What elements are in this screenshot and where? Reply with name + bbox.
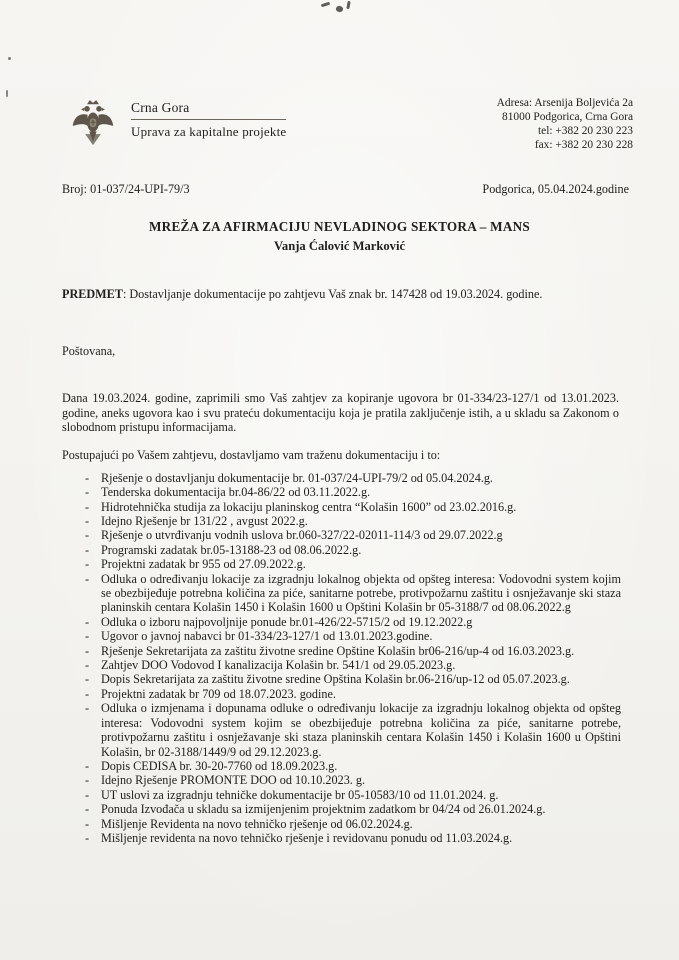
document-number: Broj: 01-037/24-UPI-79/3 xyxy=(62,182,190,196)
recipient-block xyxy=(0,219,679,254)
list-item xyxy=(85,543,621,557)
list-item-text: Idejno Rješenje PROMONTE DOO od 10.10.2023. g. xyxy=(101,773,366,788)
list-item-dash: - xyxy=(85,773,90,788)
recipient-organization: MREŽA ZA AFIRMACIJU NEVLADINOG SEKTORA – MANS xyxy=(148,219,531,234)
list-item xyxy=(85,572,621,615)
organization-block xyxy=(131,100,286,140)
list-item xyxy=(85,658,621,672)
scan-artifact xyxy=(321,2,330,8)
list-item-text: Idejno Rješenje br 131/22 , avgust 2022.g. xyxy=(101,514,308,528)
list-item-text: Zahtjev DOO Vodovod I kanalizacija Kolašin br. 541/1 od 29.05.2023.g. xyxy=(101,658,456,673)
list-item xyxy=(85,687,621,701)
list-item-dash: - xyxy=(85,514,90,528)
list-item-dash: - xyxy=(85,499,90,514)
place-and-date: Podgorica, 05.04.2024.godine xyxy=(482,182,629,196)
scan-artifact xyxy=(6,90,8,97)
list-item-dash: - xyxy=(85,802,90,817)
list-item xyxy=(85,672,621,686)
list-item-dash: - xyxy=(85,643,90,658)
list-item-text: Odluka o određivanju lokacije za izgradnju lokalnog objekta od opšteg interesa: Vodovodni system kojim se obezbijeđuje potrebna količina za piće, sanitarne potrebe, protivpožarnu zaštitu i osnježavanje ski staza planinskih centara Kolašin 1450 i Kolašin 1600 u Opštini Kolašin br 05-3188/7 od 08.06.2022.g xyxy=(101,571,621,615)
coat-of-arms-icon xyxy=(70,96,116,152)
address-line: fax: +382 20 230 228 xyxy=(534,139,633,151)
list-item xyxy=(85,644,621,658)
list-item-text: UT uslovi za izgradnju tehničke dokumentacije br 05-10583/10 od 11.01.2024. g. xyxy=(101,787,499,802)
list-item-dash: - xyxy=(85,542,90,557)
salutation: Poštovana, xyxy=(62,344,116,358)
subject-line xyxy=(62,287,619,302)
list-item-dash: - xyxy=(85,758,90,773)
list-item-dash: - xyxy=(85,629,90,644)
list-item-dash: - xyxy=(85,787,90,802)
list-item-dash: - xyxy=(85,672,90,687)
list-item-text: Ponuda Izvođača u skladu sa izmijenjenim projektnim zadatkom br 04/24 od 26.01.2024.g. xyxy=(101,802,546,817)
list-item-text: Hidrotehnička studija za lokaciju planinskog centra “Kolašin 1600” od 23.02.2016.g. xyxy=(101,499,517,514)
list-item-text: Ugovor o javnoj nabavci br 01-334/23-127/1 od 13.01.2023.godine. xyxy=(101,629,433,644)
list-item xyxy=(85,759,621,773)
letterhead xyxy=(70,96,633,152)
list-item xyxy=(85,557,621,571)
list-item xyxy=(85,528,621,542)
list-item xyxy=(85,788,621,802)
list-item xyxy=(85,817,621,831)
list-item-dash: - xyxy=(85,701,90,716)
scan-artifact xyxy=(335,5,344,13)
documents-list xyxy=(85,471,621,846)
list-item xyxy=(85,514,621,528)
list-item-text: Mišljenje revidenta na novo tehničko rješenje i revidovanu ponudu od 11.03.2024.g. xyxy=(101,830,513,845)
list-item-text: Rješenje o utvrđivanju vodnih uslova br.060-327/22-02011-114/3 od 29.07.2022.g xyxy=(101,528,503,543)
list-item-dash: - xyxy=(85,830,90,845)
list-item-text: Tenderska dokumentacija br.04-86/22 od 03.11.2022.g. xyxy=(101,485,371,500)
list-item xyxy=(85,701,621,759)
list-item-text: Projektni zadatak br 955 od 27.09.2022.g. xyxy=(101,557,306,572)
list-item xyxy=(85,471,621,485)
address-line: 81000 Podgorica, Crna Gora xyxy=(502,111,633,123)
document-meta xyxy=(62,182,629,197)
subject-text: : Dostavljanje dokumentacije po zahtjevu Vaš znak br. 147428 od 19.03.2024. godine. xyxy=(122,287,543,301)
list-item xyxy=(85,831,621,845)
list-item-text: Rješenje Sekretarijata za zaštitu životne sredine Opštine Kolašin br06-216/up-4 od 16.03.2023.g. xyxy=(101,643,575,658)
list-item-dash: - xyxy=(85,816,90,831)
list-item xyxy=(85,802,621,816)
list-item-text: Dopis Sekretarijata za zaštitu životne sredine Opština Kolašin br.06-216/up-12 od 05.07.2023.g. xyxy=(101,672,570,687)
scan-artifact xyxy=(346,1,350,9)
subject-label: PREDMET xyxy=(62,287,123,301)
list-intro-paragraph: Postupajući po Vašem zahtjevu, dostavljamo vam traženu dokumentaciju i to: xyxy=(62,447,441,462)
recipient-person: Vanja Ćalović Marković xyxy=(273,239,406,253)
list-item xyxy=(85,485,621,499)
list-item-dash: - xyxy=(85,658,90,673)
list-item-dash: - xyxy=(85,470,90,485)
list-item-dash: - xyxy=(85,686,90,701)
address-line: Adresa: Arsenija Boljevića 2a xyxy=(496,97,633,109)
list-item-dash: - xyxy=(85,557,90,572)
list-item-text: Odluka o izboru najpovoljnije ponude br.01-426/22-5715/2 od 19.12.2022.g xyxy=(101,614,473,629)
list-item xyxy=(85,615,621,629)
address-block xyxy=(497,96,633,152)
list-item-dash: - xyxy=(85,528,90,543)
list-item-dash: - xyxy=(85,485,90,500)
list-item-text: Mišljenje Revidenta na novo tehničko rješenje od 06.02.2024.g. xyxy=(101,816,413,831)
intro-paragraph: Dana 19.03.2024. godine, zaprimili smo Vaš zahtjev za kopiranje ugovora br 01-334/23-127/1 od 13.01.2023. godine, aneks ugovora kao i svu prateću dokumentaciju koja je pratila zaključenje istih, a u skladu sa Zakonom o slobodnom pristupu informacijama. xyxy=(62,391,619,435)
address-line: tel: +382 20 230 223 xyxy=(537,125,633,137)
list-item-text: Rješenje o dostavljanju dokumentacije br. 01-037/24-UPI-79/2 od 05.04.2024.g. xyxy=(101,470,493,485)
list-item-text: Projektni zadatak br 709 od 18.07.2023. godine. xyxy=(101,686,336,701)
list-item-dash: - xyxy=(85,614,90,629)
list-item xyxy=(85,773,621,787)
organization-department: Uprava za kapitalne projekte xyxy=(131,119,286,140)
scan-artifact xyxy=(8,57,11,60)
organization-country: Crna Gora xyxy=(131,100,190,115)
list-item-text: Dopis CEDISA br. 30-20-7760 od 18.09.2023.g. xyxy=(101,758,338,773)
list-item xyxy=(85,629,621,643)
list-item-text: Programski zadatak br.05-13188-23 od 08.06.2022.g. xyxy=(101,542,362,557)
list-item-text: Odluka o izmjenama i dopunama odluke o određivanju lokacije za izgradnju lokalnog objekta od opšteg interesa: Vodovodni system kojim se obezbijeđuje potrebna količina za piće, sanitarne potrebe, protivpožarnu zaštitu i osnježavanje ski staza planinskih centara Kolašin 1450 i Kolašin 1600 u Opštini Kolašin, br 02-3188/1449/9 od 29.12.2023.g. xyxy=(101,701,621,759)
list-item-dash: - xyxy=(85,571,90,586)
list-item xyxy=(85,500,621,514)
